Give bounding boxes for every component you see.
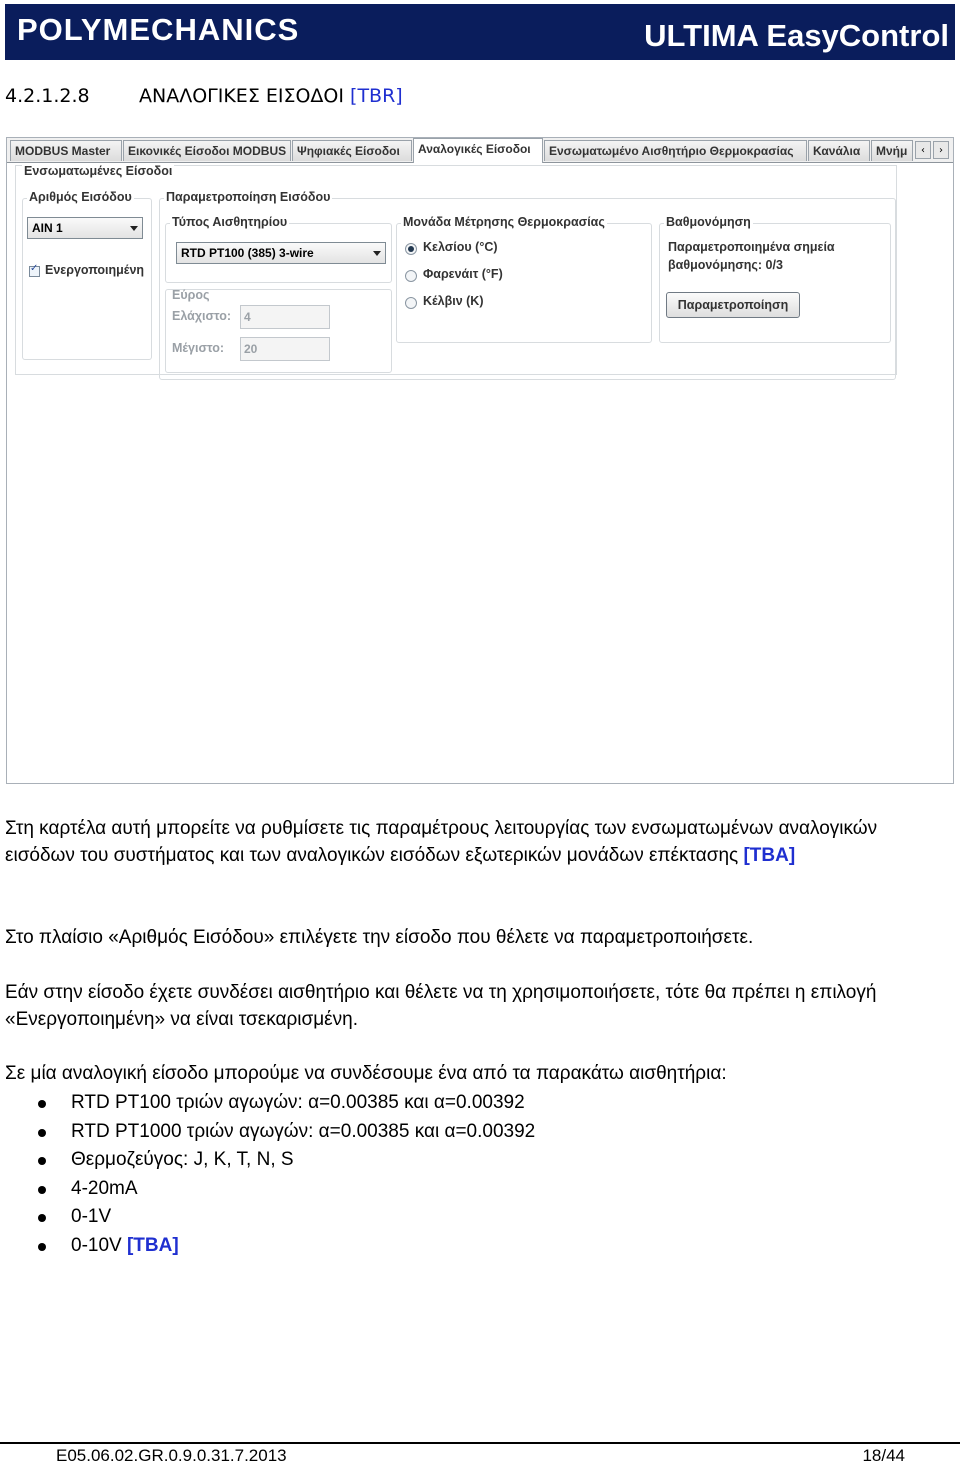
enabled-paragraph: Εάν στην είσοδο έχετε συνδέσει αισθητήριο και θέλετε να τη χρησιμοποιήσετε, τότε θα πρέπει η επιλογή «Ενεργοποιημένη» να είναι τσεκαρισμένη. <box>5 982 877 1030</box>
celsius-radio[interactable] <box>405 243 417 255</box>
section-title: ΑΝΑΛΟΓΙΚΕΣ ΕΙΣΟΔΟΙ <box>139 85 344 107</box>
page-number: 18/44 <box>862 1446 905 1465</box>
intro-paragraph <box>5 815 945 869</box>
polymechanics-logo: POLYMECHANICS <box>17 12 300 47</box>
doc-code: E05.06.02.GR.0.9.0.31.7.2013 <box>56 1446 287 1465</box>
input-number-group <box>22 190 152 360</box>
tab-scroll-right-icon[interactable]: › <box>933 141 949 159</box>
list-item-text: RTD PT100 τριών αγωγών: α=0.00385 και α=0.00392 <box>71 1092 525 1113</box>
tab-analog-inputs[interactable]: Αναλογικές Είσοδοι <box>413 138 543 163</box>
chevron-down-icon <box>130 226 138 231</box>
parametrization-legend: Παραμετροποίηση Εισόδου <box>166 190 331 204</box>
range-legend: Εύρος <box>172 288 210 302</box>
section-number: 4.2.1.2.8 <box>5 85 90 107</box>
builtin-inputs-legend: Ενσωματωμένες Είσοδοι <box>24 164 173 178</box>
tab-scroll-left-icon[interactable]: ‹ <box>915 141 931 159</box>
calibration-status-line1: Παραμετροποιημένα σημεία <box>668 240 835 254</box>
input-number-select[interactable] <box>27 217 143 239</box>
ultima-easycontrol-logo: ULTIMA EasyControl <box>644 18 949 53</box>
list-item-text: 4-20mA <box>71 1177 138 1199</box>
bullet-icon <box>38 1214 46 1222</box>
kelvin-radio[interactable] <box>405 297 417 309</box>
calibration-legend: Βαθμονόμηση <box>666 215 751 229</box>
fahrenheit-label: Φαρενάιτ (°F) <box>423 267 503 281</box>
list-item <box>0 1119 535 1148</box>
list-item <box>0 1233 535 1262</box>
range-max-input[interactable]: 20 <box>240 337 330 361</box>
list-item-text: 0-10V <box>71 1234 122 1256</box>
intro-tag: [TBA] <box>743 845 796 866</box>
sensor-type-legend: Τύπος Αισθητηρίου <box>172 215 288 229</box>
sensor-type-group <box>165 215 392 283</box>
list-item <box>0 1147 535 1176</box>
sensor-type-select[interactable] <box>176 242 386 264</box>
tab-channels[interactable]: Κανάλια <box>808 140 870 161</box>
bullet-icon <box>38 1186 46 1194</box>
app-window <box>6 137 954 784</box>
list-item <box>0 1176 535 1205</box>
footer-divider <box>0 1442 960 1444</box>
tab-strip <box>7 138 953 163</box>
input-number-legend: Αριθμός Εισόδου <box>29 190 132 204</box>
celsius-label: Κελσίου (°C) <box>423 240 498 254</box>
range-min-label: Ελάχιστο: <box>172 309 232 323</box>
range-group <box>165 289 392 373</box>
kelvin-label: Κέλβιν (K) <box>423 294 484 308</box>
list-item <box>0 1204 535 1233</box>
temp-unit-group <box>396 215 652 343</box>
tab-virtual-modbus-inputs[interactable]: Εικονικές Είσοδοι MODBUS <box>123 140 291 161</box>
sensor-type-value: RTD PT100 (385) 3-wire <box>181 246 314 260</box>
calibrate-button[interactable]: Παραμετροποίηση <box>666 292 800 318</box>
sensors-intro-paragraph: Σε μία αναλογική είσοδο μπορούμε να συνδέσουμε ένα από τα παρακάτω αισθητήρια: <box>5 1063 727 1084</box>
bullet-icon <box>38 1157 46 1165</box>
chevron-down-icon <box>373 251 381 256</box>
fahrenheit-radio[interactable] <box>405 270 417 282</box>
enabled-checkbox[interactable] <box>29 266 40 277</box>
tab-modbus-master[interactable]: MODBUS Master <box>10 140 122 161</box>
bullet-icon <box>38 1100 46 1108</box>
intro-text: Στη καρτέλα αυτή μπορείτε να ρυθμίσετε τις παραμέτρους λειτουργίας των ενσωματωμένων αναλογικών εισόδων του συστήματος και των αναλογικών εισόδων εξωτερικών μονάδων επέκτασης <box>5 818 878 866</box>
tab-memory[interactable]: Μνήμ <box>871 140 913 161</box>
temp-unit-legend: Μονάδα Μέτρησης Θερμοκρασίας <box>403 215 605 229</box>
enabled-label: Ενεργοποιημένη <box>45 263 145 277</box>
calibration-status-line2: βαθμονόμησης: 0/3 <box>668 258 783 272</box>
parametrization-group <box>159 190 896 380</box>
list-item-text: 0-1V <box>71 1206 112 1228</box>
tab-digital-inputs[interactable]: Ψηφιακές Είσοδοι <box>292 140 412 161</box>
bullet-icon <box>38 1243 46 1251</box>
list-item-tag: [TBA] <box>126 1234 179 1256</box>
sensor-list <box>0 1090 535 1262</box>
calibration-group <box>659 215 891 343</box>
input-number-value: AIN 1 <box>32 221 63 235</box>
range-min-input[interactable]: 4 <box>240 305 330 329</box>
tab-builtin-temp-sensor[interactable]: Ενσωματωμένο Αισθητήριο Θερμοκρασίας <box>544 140 807 161</box>
input-number-paragraph: Στο πλαίσιο «Αριθμός Εισόδου» επιλέγετε την είσοδο που θέλετε να παραμετροποιήσετε. <box>5 927 754 948</box>
list-item <box>0 1090 535 1119</box>
list-item-text: Θερμοζεύγος: J, K, T, N, S <box>71 1149 294 1171</box>
range-max-label: Μέγιστο: <box>172 341 225 355</box>
section-tag: [TBR] <box>350 85 403 107</box>
list-item-text: RTD PT1000 τριών αγωγών: α=0.00385 και α=0.00392 <box>71 1120 536 1142</box>
document-header <box>5 4 955 60</box>
section-heading <box>5 85 403 107</box>
bullet-icon <box>38 1129 46 1137</box>
builtin-inputs-panel <box>15 165 897 375</box>
